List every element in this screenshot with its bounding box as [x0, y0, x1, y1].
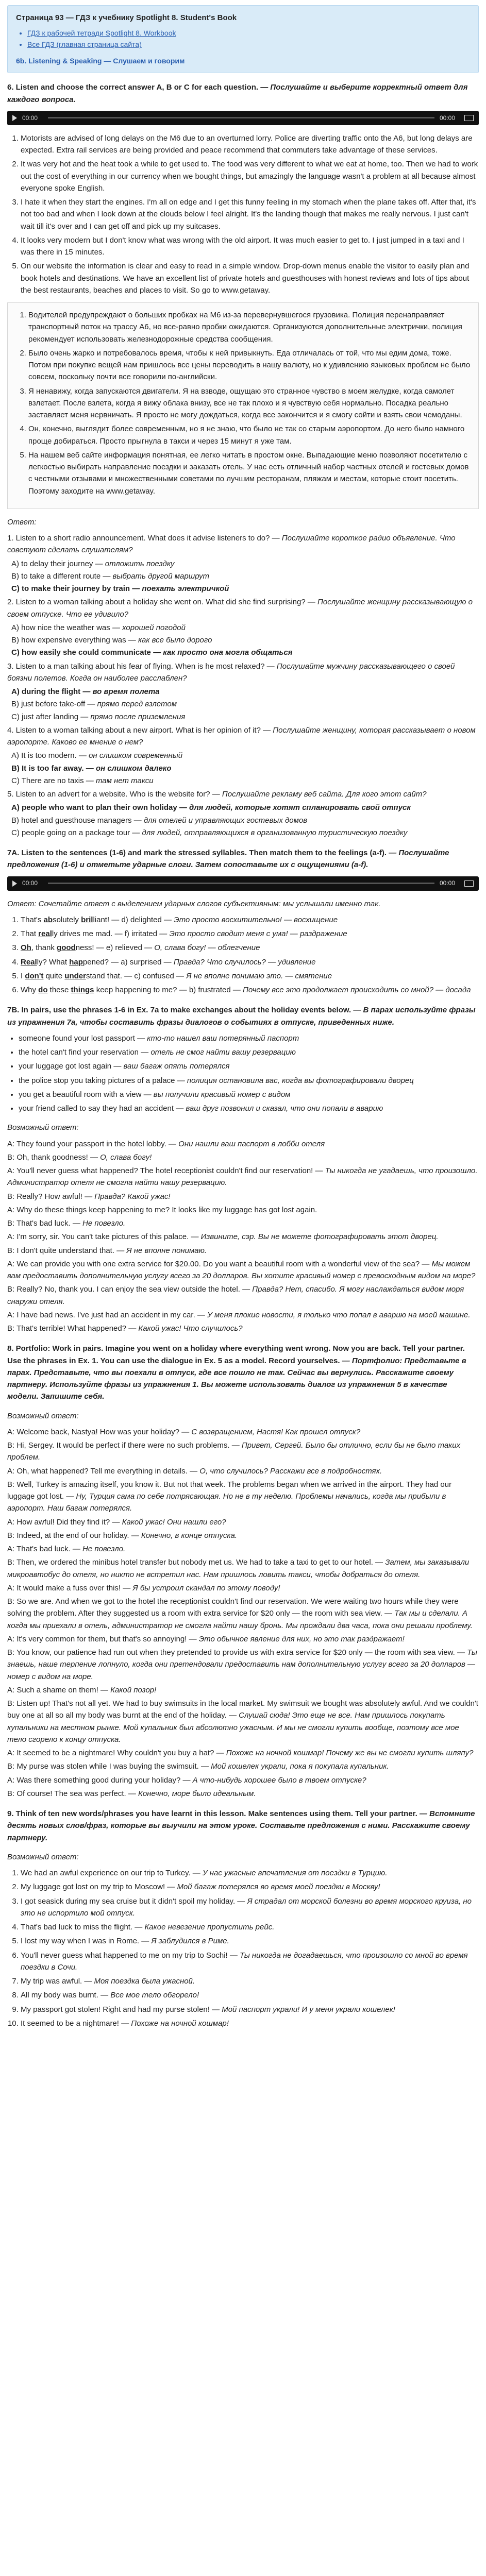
dialogue-text: A: I have bad news. I've just had an accident in my car. — [7, 1310, 197, 1319]
workbook-link[interactable]: • ГДЗ к рабочей тетради Spotlight 8. Workbook — [27, 28, 470, 39]
sentence-text: My trip was awful. — [21, 1977, 85, 1986]
sentence-translation: — Я заблудился в Риме. — [141, 1937, 229, 1946]
dialogue-text: A: We can provide you with one extra service for $20.00. Do you want a beautiful room with a wonderful view of the sea? — [7, 1259, 422, 1268]
dialogue-translation: — С возвращением, Настя! Как прошел отпуск? — [181, 1427, 361, 1436]
sentence-text: That's bad luck to miss the flight. — [21, 1923, 135, 1932]
list-item: 1. Водителей предупреждают о больших пробках на М6 из-за перевернувшегося грузовика. Полиция перенаправляет транспортный поток на трассу А6, но все-равно пробки ожидаются. Организуются дополнительные электрички, полиция рекомендует использовать железнодорожные средства сообщения. — [28, 309, 471, 345]
dialogue-line — [7, 1543, 479, 1555]
option-text: A) to delay their journey — [11, 559, 95, 568]
dialogue-line — [7, 1582, 479, 1594]
ex8-dialogues — [7, 1426, 479, 1800]
ex7a-lines — [7, 914, 479, 996]
option-translation: — отложить поездку — [95, 559, 175, 568]
sentence-translation: — Это просто восхитительно! — восхищение — [164, 915, 338, 924]
answer-label: Ответ: — [7, 517, 37, 527]
dialogue-text: B: Listen up! That's not all yet. We had to buy swimsuits in the local market. My swimsuit we bought was absolutely awful. And we couldn't buy one at all so all my body was burnt at the end of the holiday. — [7, 1699, 478, 1720]
sentence-translation: — Я не вполне понимаю это. — смятение — [176, 971, 332, 980]
option-text: C) people going on a package tour — [11, 828, 132, 837]
option-translation: — он слишком современный — [78, 751, 183, 760]
dialogue-text: A: Why do these things keep happening to me? It looks like my luggage has got lost again. — [7, 1205, 317, 1214]
audio-player[interactable] — [7, 876, 479, 891]
sentence-translation: — Это просто сводит меня с ума! — раздражение — [159, 929, 347, 939]
dialogue-text: B: Then, we ordered the minibus hotel transfer but nobody met us. We had to take a taxi to get to our hotel. — [7, 1558, 376, 1567]
dialogue-line — [7, 1684, 479, 1696]
question — [7, 788, 479, 800]
correct-option — [11, 686, 479, 698]
option — [11, 827, 479, 839]
list-item: 5. На нашем веб сайте информация понятная, ее легко читать в простом окне. Выпадающие меню позволяют посетителю с легкостью выбирать направление поездки и заказать отель. У нас есть отличный набор частных отелей и гостевых домов с честными отзывами и множественными советами по лучшим ресторанам, пляжам и местам, которые стоит посетить. Поэтому заходите на www.getaway. — [28, 449, 471, 497]
dialogue-translation: — Это обычное явление для них, но это так раздражает! — [189, 1634, 405, 1643]
option-text: C) just after landing — [11, 712, 81, 721]
option-text: B) how expensive everything was — [11, 636, 128, 645]
sentence-translation: — Правда? Что случилось? — удивление — [163, 957, 316, 967]
dialogue-translation: — Слушай сюда! Это еще не все. Нам пришлось покупать купальники на местном рынке. Мой купальник был абсолютно ужасным. И мы не смогли купить вообще, поэтому все мое тело сгорело к концу отпуска. — [7, 1711, 459, 1744]
sentence-translation: — Ты никогда не догадаешься, что произошло со мной во время поездки в Сочи. — [21, 1951, 468, 1972]
ex6-translation-panel — [7, 302, 479, 509]
stressed-syllable: Real — [21, 957, 37, 967]
option-translation: — поехать электричкой — [132, 584, 229, 594]
option-text: C) to make their journey by train — [11, 584, 132, 594]
dialogue-line — [7, 1283, 479, 1308]
correct-option — [11, 583, 479, 595]
stressed-syllable: good — [57, 943, 76, 953]
event-translation: — ваш друг позвонил и сказал, что они попали в аварию — [176, 1104, 383, 1113]
dialogue-text: A: Welcome back, Nastya! How was your holiday? — [7, 1427, 182, 1436]
dialogue-line — [7, 1231, 479, 1243]
dialogue-text: B: That's terrible! What happened? — [7, 1324, 129, 1333]
dialogue-line — [7, 1165, 479, 1189]
sentence-post: ness! — e) relieved — [75, 943, 145, 953]
dialogue-text: A: How awful! Did they find it? — [7, 1517, 112, 1527]
option-translation: — для людей, отправляющихся в организованную туристическую поездку — [132, 828, 408, 837]
answer-label: Возможный ответ: — [7, 1852, 79, 1861]
dialogue-text: A: Was there something good during your holiday? — [7, 1775, 183, 1785]
dialogue-translation: — О, слава богу! — [90, 1153, 152, 1162]
time-end: 00:00 — [440, 879, 456, 887]
option-text: A) It is too modern. — [11, 751, 79, 760]
audio-track[interactable] — [48, 117, 434, 118]
dialogue-text: B: That's bad luck. — [7, 1219, 73, 1228]
dialogue-translation: — Они нашли ваш паспорт в лобби отеля — [168, 1139, 325, 1148]
correct-option — [11, 802, 479, 814]
dialogue-line — [7, 1191, 479, 1202]
sentence-text: We had an awful experience on our trip to Turkey. — [21, 1869, 193, 1878]
ex6-heading: 6. Listen and choose the correct answer A, B or C for each question. — Послушайте и выберите корректный ответ для каждого вопроса. — [7, 83, 468, 104]
dialogue-line — [7, 1633, 479, 1645]
dialogue-translation: — Извините, сэр. Вы не можете фотографировать этот дворец. — [191, 1232, 439, 1242]
dialogue-line — [7, 1774, 479, 1786]
list-item — [21, 1921, 479, 1933]
breadcrumb-box — [7, 5, 479, 73]
sentence-translation: — Моя поездка была ужасной. — [84, 1977, 195, 1986]
ex7b-events — [7, 1032, 479, 1115]
list-item: 2. It was very hot and the heat took a while to get used to. The food was very different to what we eat at home, too. Then we had to work out the cost of everything in our currency when we bought things, but amazingly the language wasn't a problem at all because almost everyone spoke English. — [21, 158, 479, 194]
option — [11, 570, 479, 582]
dialogue-text: B: Indeed, at the end of our holiday. — [7, 1531, 131, 1540]
list-item — [21, 1867, 479, 1879]
sentence-text: All my body was burnt. — [21, 1991, 101, 2000]
list-item — [21, 1950, 479, 1974]
dialogue-text: A: Oh, what happened? Tell me everything in details. — [7, 1466, 190, 1476]
event-text: your luggage got lost again — [19, 1062, 114, 1071]
dialogue-text: B: Oh, thank goodness! — [7, 1153, 90, 1162]
dialogue-line — [7, 1217, 479, 1229]
sentence-text: I lost my way when I was in Rome. — [21, 1937, 142, 1946]
option — [11, 815, 479, 826]
answer-label: Ответ: Сочетайте ответ с выделением ударных слогов субъективным: мы услышали именно так. — [7, 899, 381, 908]
list-item — [21, 956, 479, 968]
dialogue-translation: — Ну, Турция сама по себе потрясающая. Но не в ту неделю. Проблемы начались, когда мы прибыли в аэропорт. Наш багаж потерялся. — [7, 1492, 446, 1513]
list-item — [19, 1060, 479, 1072]
list-item — [21, 928, 479, 940]
dialogue-translation: — Ты никогда не угадаешь, что произошло. Администратор отеля не смогла найти нашу резервацию. — [7, 1166, 478, 1188]
stressed-syllable: don't — [25, 971, 44, 980]
dialogue-text: A: That's bad luck. — [7, 1545, 73, 1554]
dialogue-text: B: Really? How awful! — [7, 1192, 85, 1201]
option-text: C) There are no taxis — [11, 776, 86, 785]
list-item: 4. It looks very modern but I don't know what was wrong with the old airport. It was much easier to get to. I just jumped in a taxi and I was there in 15 minutes. — [21, 234, 479, 259]
sentence-text: You'll never guess what happened to me on my trip to Sochi! — [21, 1951, 230, 1960]
sentence-text: My passport got stolen! Right and had my purse stolen! — [21, 2005, 212, 2014]
sentence-post: liant! — d) delighted — [93, 915, 164, 924]
dialogue-line — [7, 1323, 479, 1334]
stressed-syllable: bril — [81, 915, 93, 924]
option-translation: — для отелей и управляющих гостевых домов — [133, 816, 308, 825]
option-text: B) to take a different route — [11, 571, 103, 581]
dialogue-translation: — Правда? Какой ужас! — [85, 1192, 171, 1201]
dialogue-translation: — О, что случилось? Расскажи все в подробностях. — [190, 1466, 382, 1476]
sentence-translation: — У нас ужасные впечатления от поездки в Турцию. — [192, 1869, 388, 1878]
option-text: B) just before take-off — [11, 700, 88, 709]
dialogue-text: A: Such a shame on them! — [7, 1685, 100, 1694]
page — [0, 5, 486, 2029]
home-link[interactable]: • Все ГДЗ (главная страница сайта) — [27, 39, 470, 50]
dialogue-translation: — Ты знаешь, наше терпение лопнуло, когда они претендовали предоставить нам дополнительную услугу всего за 20 долларов — номер с видом на море. — [7, 1648, 477, 1681]
dialogue-translation: — Не повезло. — [72, 1545, 126, 1554]
option-translation: — во время полета — [82, 687, 160, 697]
dialogue-line — [7, 1530, 479, 1541]
list-item — [21, 2018, 479, 2029]
link-list — [27, 28, 470, 50]
sentence-mid: ly drives me mad. — f) irritated — [52, 929, 158, 939]
audio-player[interactable] — [7, 111, 479, 125]
option — [11, 775, 479, 787]
sentence-translation: — Почему все это продолжает происходить со мной? — досада — [232, 986, 471, 995]
dialogue-translation: — А что-нибудь хорошее было в твоем отпуске? — [182, 1775, 366, 1785]
option-text: B) hotel and guesthouse managers — [11, 816, 134, 825]
question — [7, 596, 479, 620]
stressed-syllable: real — [38, 929, 52, 939]
sentence-pre: Why — [21, 986, 39, 995]
event-translation: — полиция остановила вас, когда вы фотографировали дворец — [177, 1076, 414, 1085]
dialogue-text: B: I don't quite understand that. — [7, 1246, 117, 1255]
dialogue-translation: — Конечно, море было идеальным. — [128, 1789, 256, 1798]
ex9-sentences — [7, 1867, 479, 2029]
option-text: B) It is too far away. — [11, 764, 86, 773]
dialogue-text: B: Hi, Sergey. It would be perfect if there were no such problems. — [7, 1441, 232, 1450]
audio-track[interactable] — [48, 883, 434, 884]
volume-icon[interactable] — [464, 115, 474, 121]
question-translation: — Послушайте рекламу веб сайта. Для кого этот сайт? — [212, 790, 427, 799]
dialogue-translation: — Я не вполне понимаю. — [116, 1246, 207, 1255]
list-item — [19, 1075, 479, 1087]
dialogue-text: A: They found your passport in the hotel lobby. — [7, 1139, 169, 1148]
time-end: 00:00 — [440, 114, 456, 122]
sentence-mid: , thank — [31, 943, 57, 953]
sentence-post: pened? — a) surprised — [82, 957, 164, 967]
option-text: A) during the flight — [11, 687, 83, 697]
correct-option — [11, 762, 479, 774]
sentence-text: I got seasick during my sea cruise but it didn't spoil my holiday. — [21, 1896, 238, 1906]
list-item — [21, 2004, 479, 2015]
ex7b-heading: 7B. In pairs, use the phrases 1-6 in Ex. 7a to make exchanges about the holiday events below. — В парах используйте фразы из упражнения 7а, чтобы составить фразы диалогов о событиях в отпуске, приведенных ниже. — [7, 1006, 476, 1027]
list-item — [19, 1103, 479, 1114]
dialogue-translation: — Какой позор! — [100, 1685, 157, 1694]
option-translation: — прямо после приземления — [80, 712, 186, 721]
dialogue-text: B: My purse was stolen while I was buying the swimsuit. — [7, 1762, 201, 1771]
sentence-translation: — Похоже на ночной кошмар! — [121, 2019, 229, 2028]
list-item — [21, 942, 479, 954]
sentence-translation: — Все мое тело обгорело! — [100, 1991, 199, 2000]
option-text: A) people who want to plan their own holiday — [11, 803, 179, 812]
option-translation: — там нет такси — [86, 776, 154, 785]
option — [11, 622, 479, 634]
option-translation: — хорошей погодой — [112, 623, 186, 632]
event-text: someone found your lost passport — [19, 1033, 138, 1043]
list-item — [21, 1975, 479, 1987]
option — [11, 634, 479, 646]
dialogue-line — [7, 1788, 479, 1800]
dialogue-text: B: You know, our patience had run out when they pretended to provide us with extra service for $20 only — the room with sea view. — [7, 1648, 458, 1657]
sentence-pre: That's — [21, 915, 44, 924]
event-text: you get a beautiful room with a view — [19, 1090, 144, 1099]
question — [7, 532, 479, 556]
dialogue-line — [7, 1465, 479, 1477]
question-text: 1. Listen to a short radio announcement. What does it advise listeners to do? — [7, 534, 272, 543]
dialogue-line — [7, 1516, 479, 1528]
ex7a-heading: 7A. Listen to the sentences (1-6) and mark the stressed syllables. Then match them to the feelings (a-f). — Послушайте предложения (1-6) и отметьте ударные слоги. Затем сопоставьте их с ощущениями (a-f). — [7, 849, 449, 870]
dialogue-line — [7, 1479, 479, 1515]
dialogue-line — [7, 1138, 479, 1150]
volume-icon[interactable] — [464, 880, 474, 887]
stressed-syllable: under — [64, 971, 86, 980]
sentence-mid: these — [47, 986, 71, 995]
question-translation: — Послушайте женщину, которая рассказывает о новом аэропорте. Каково ее мнение о нем? — [7, 725, 476, 747]
option-text: C) how easily she could communicate — [11, 648, 154, 657]
list-item — [19, 1046, 479, 1058]
dialogue-line — [7, 1698, 479, 1745]
dialogue-line — [7, 1556, 479, 1581]
sentence-mid: quite — [43, 971, 65, 980]
sentence-post: stand that. — c) confused — [86, 971, 177, 980]
play-icon[interactable] — [12, 880, 17, 887]
list-item: 5. On our website the information is clear and easy to read in a simple window. Drop-down menus enable the visitor to easily plan and book hotels and destinations. We have an excellent list of private hotels and guesthouses with honest reviews and lots of tips about the best restaurants, beaches and places to visit. So go to www.getaway. — [21, 260, 479, 296]
sentence-text: It seemed to be a nightmare! — [21, 2019, 122, 2028]
option — [11, 698, 479, 710]
event-translation: — ваш багаж опять потерялся — [113, 1062, 230, 1071]
ex9-heading: 9. Think of ten new words/phrases you have learnt in this lesson. Make sentences using them. Tell your partner. — Вспомните десять новых слов/фраз, которые вы выучили на этом уроке. Составьте предложения с ними. Расскажите своему партнеру. — [7, 1809, 475, 1842]
dialogue-translation: — Мой кошелек украли, пока я покупала купальник. — [200, 1762, 389, 1771]
stressed-syllable: things — [71, 986, 94, 995]
question-text: 5. Listen to an advert for a website. Who is the website for? — [7, 790, 212, 799]
dialogue-translation: — Какой ужас! Они нашли его? — [112, 1517, 226, 1527]
ex6-texts — [7, 132, 479, 296]
dialogue-text: A: It seemed to be a nightmare! Why couldn't you buy a hat? — [7, 1749, 216, 1758]
answer-label: Возможный ответ: — [7, 1123, 79, 1132]
question-translation: — Послушайте женщину рассказывающую о своем отпуске. Что ее удивило? — [7, 598, 473, 619]
stressed-syllable: Oh — [21, 943, 31, 953]
dialogue-text: A: You'll never guess what happened? The hotel receptionist couldn't find our reservation! — [7, 1166, 315, 1176]
stressed-syllable: do — [38, 986, 48, 995]
event-text: the police stop you taking pictures of a palace — [19, 1076, 177, 1085]
dialogue-text: A: It would make a fuss over this! — [7, 1583, 123, 1592]
dialogue-translation: — Мы можем вам предоставить дополнительную услугу всего за 20 долларов. Вы хотите красивый номер с превосходным видом на море? — [7, 1259, 476, 1281]
list-item — [21, 1881, 479, 1893]
dialogue-line — [7, 1151, 479, 1163]
question — [7, 724, 479, 749]
correct-option — [11, 647, 479, 658]
dialogue-line — [7, 1245, 479, 1257]
option-translation: — прямо перед взлетом — [87, 700, 177, 709]
option-translation: — он слишком далеко — [86, 764, 172, 773]
list-item — [21, 970, 479, 982]
sentence-pre: That — [21, 929, 39, 939]
ex7b-dialogues — [7, 1138, 479, 1335]
section-title: 6b. Listening & Speaking — Слушаем и говорим — [16, 56, 185, 65]
time-start: 00:00 — [22, 879, 38, 887]
list-item: 3. I hate it when they start the engines. I'm all on edge and I get this funny feeling in my stomach when the plane takes off. After that, it's not too bad and when I look down at the clouds below I feel alright. It's the landing though that makes me really nervous. I just can't wait till it's over and I can get off and pick up my suitcases. — [21, 196, 479, 232]
sentence-mid: solutely — [53, 915, 81, 924]
dialogue-text: B: Really? No, thank you. I can enjoy the sea view outside the hotel. — [7, 1285, 243, 1294]
question — [7, 660, 479, 685]
sentence-translation: — Мой паспорт украли! И у меня украли кошелек! — [212, 2005, 395, 2014]
option-translation: — для людей, которые хотят спланировать свой отпуск — [179, 803, 411, 812]
question-translation: — Послушайте мужчину рассказывающего о своей боязни полетов. Когда он наиболее расслаблен? — [7, 662, 455, 683]
sentence-text: My luggage got lost on my trip to Moscow! — [21, 1883, 167, 1892]
list-item — [21, 1989, 479, 2001]
time-start: 00:00 — [22, 114, 38, 122]
dialogue-line — [7, 1426, 479, 1438]
dialogue-text: B: Well, Turkey is amazing itself, you know it. But not that week. The problems began when we arrived in the airport. They had our luggage got lost. — [7, 1480, 452, 1501]
question-translation: — Послушайте короткое радио объявление. Что советуют сделать слушателям? — [7, 534, 456, 555]
list-item — [21, 1935, 479, 1947]
dialogue-line — [7, 1596, 479, 1632]
option — [11, 711, 479, 723]
play-icon[interactable] — [12, 115, 17, 121]
list-item — [19, 1032, 479, 1044]
dialogue-translation: — У меня плохие новости, я только что попал в аварию на моей машине. — [197, 1310, 471, 1319]
list-item — [21, 914, 479, 926]
dialogue-line — [7, 1309, 479, 1321]
dialogue-line — [7, 1258, 479, 1282]
stressed-syllable: hap — [69, 957, 83, 967]
dialogue-line — [7, 1647, 479, 1683]
dialogue-translation: — Затем, мы заказывали микроавтобус до отеля, но никто не встретил нас. Нам пришлось ловить такси, чтобы добраться до отеля. — [7, 1558, 470, 1579]
dialogue-translation: — Правда? Нет, спасибо. Я могу наслаждаться видом моря снаружи отеля. — [7, 1285, 464, 1306]
dialogue-translation: — Конечно, в конце отпуска. — [131, 1531, 237, 1540]
dialogue-text: B: So we are. And when we got to the hotel the receptionist couldn't find our reservation. We were waiting two hours while they were solving the problem. After they suggested us a room with extra service for $20 only — the room with sea view. — [7, 1597, 459, 1618]
event-translation: — отель не смог найти вашу резервацию — [141, 1048, 296, 1057]
list-item: 4. Он, конечно, выглядит более современным, но я не знаю, что было не так со старым аэропортом. До него было намного проще добираться. Просто прыгнула в такси и через 15 минут я уже там. — [28, 423, 471, 447]
question-text: 3. Listen to a man talking about his fear of flying. When is he most relaxed? — [7, 662, 267, 671]
page-title: Страница 93 — ГДЗ к учебнику Spotlight 8. Student's Book — [16, 13, 237, 22]
dialogue-translation: — Не повезло. — [72, 1219, 126, 1228]
sentence-post: keep happening to me? — b) frustrated — [94, 986, 233, 995]
sentence-translation: — Мой багаж потерялся во время моей поездки в Москву! — [167, 1883, 380, 1892]
option-text: A) how nice the weather was — [11, 623, 112, 632]
dialogue-translation: — Привет, Сергей. Было бы отлично, если бы не было таких проблем. — [7, 1441, 461, 1462]
dialogue-translation: — Так мы и сделали. А когда мы приехали в отель, администратор не смогла найти нашу бронь. Мы прождали два часа, пока они решали проблему. — [7, 1609, 473, 1630]
dialogue-line — [7, 1760, 479, 1772]
option-translation: — как все было дорого — [128, 636, 212, 645]
event-text: the hotel can't find your reservation — [19, 1048, 141, 1057]
dialogue-text: B: Of course! The sea was perfect. — [7, 1789, 128, 1798]
event-translation: — вы получили красивый номер с видом — [143, 1090, 291, 1099]
list-item — [19, 1089, 479, 1100]
dialogue-translation: — Я бы устроил скандал по этому поводу! — [123, 1583, 280, 1592]
question-text: 2. Listen to a woman talking about a holiday she went on. What did she find surprising? — [7, 598, 308, 607]
dialogue-translation: — Какой ужас! Что случилось? — [128, 1324, 243, 1333]
dialogue-line — [7, 1439, 479, 1464]
sentence-translation: — Я страдал от морской болезни во время морского круиза, но это не испортило мой отпуск. — [21, 1896, 472, 1918]
dialogue-line — [7, 1747, 479, 1759]
answer-label: Возможный ответ: — [7, 1411, 79, 1420]
ex8-heading: 8. Portfolio: Work in pairs. Imagine you went on a holiday where everything went wrong. Now you are back. Tell your partner. Use the phrases in Ex. 1. You can use the dialogue in Ex. 5 as a model. Record yourselves. — Портфолио: Представьте в парах. Представьте, что вы поехали в отпуск, где все пошло не так. Сейчас вы вернулись. Расскажите своему партнеру. Используйте фразы из упражнения 1. Вы можете использовать диалог из упражнения 5 в качестве модели. Запишите себя. — [7, 1344, 466, 1401]
option — [11, 750, 479, 761]
option-translation: — выбрать другой маршрут — [103, 571, 210, 581]
sentence-mid: ly? What — [37, 957, 70, 967]
event-text: your friend called to say they had an accident — [19, 1104, 176, 1113]
option — [11, 558, 479, 570]
sentence-translation: — О, слава богу! — облегчение — [144, 943, 260, 953]
sentence-pre: I — [21, 971, 25, 980]
ex6-answers — [7, 532, 479, 839]
list-item: 3. Я ненавижу, когда запускаются двигатели. Я на взводе, ощущаю это странное чувство в моем желудке, когда самолет взлетает. После взлета, когда я вижу облака внизу, все не так плохо и я чувствую себя нормально. Посадка реально заставляет меня нервничать. Я просто не могу дождаться, когда все закончится и я смогу сойти и взять свои чемоданы. — [28, 385, 471, 421]
question-text: 4. Listen to a woman talking about a new airport. What is her opinion of it? — [7, 725, 263, 735]
dialogue-text: A: It's very common for them, but that's so annoying! — [7, 1634, 189, 1643]
list-item — [21, 984, 479, 996]
sentence-translation: — Какое невезение пропустить рейс. — [135, 1923, 275, 1932]
list-item — [21, 1895, 479, 1920]
dialogue-translation: — Похоже на ночной кошмар! Почему же вы не смогли купить шляпу? — [216, 1749, 474, 1758]
list-item: 1. Motorists are advised of long delays on the M6 due to an overturned lorry. Police are diverting traffic onto the A6, but long delays are expected. Extra rail services are being provided and peace recommend that commuters take advantage of these services. — [21, 132, 479, 157]
dialogue-line — [7, 1204, 479, 1216]
stressed-syllable: ab — [43, 915, 53, 924]
dialogue-text: A: I'm sorry, sir. You can't take pictures of this palace. — [7, 1232, 191, 1242]
list-item: 2. Было очень жарко и потребовалось время, чтобы к ней привыкнуть. Еда отличалась от той, что мы едим дома, тоже. Потом при покупке вещей нам пришлось все цены переводить в нашу валюту, но к удивлению языковых проблем не было совсем, поскольку почти все говорили по-английски. — [28, 347, 471, 383]
option-translation: — как просто она могла общаться — [153, 648, 293, 657]
event-translation: — кто-то нашел ваш потерянный паспорт — [137, 1033, 299, 1043]
